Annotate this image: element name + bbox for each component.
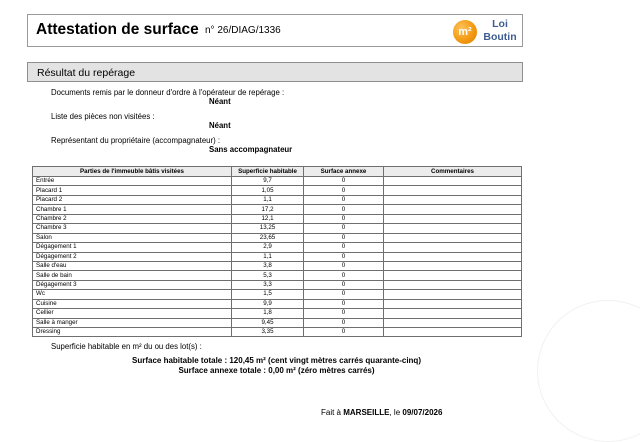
table-row bbox=[33, 299, 522, 308]
rooms-table-body bbox=[33, 177, 522, 337]
room-name-cell: Placard 2 bbox=[33, 195, 232, 204]
room-name-cell: Cuisine bbox=[33, 299, 232, 308]
documents-value: Néant bbox=[209, 97, 231, 106]
habitable-area-cell: 3,35 bbox=[232, 328, 304, 337]
comment-cell bbox=[384, 271, 522, 280]
comment-cell bbox=[384, 328, 522, 337]
footer-city: MARSEILLE bbox=[343, 408, 390, 417]
comment-cell bbox=[384, 280, 522, 289]
annexe-area-cell: 0 bbox=[304, 271, 384, 280]
habitable-area-cell: 13,25 bbox=[232, 224, 304, 233]
representative-value: Sans accompagnateur bbox=[209, 145, 293, 154]
room-name-cell: Placard 1 bbox=[33, 186, 232, 195]
m2-logo-icon: m² bbox=[453, 20, 477, 44]
table-row bbox=[33, 177, 522, 186]
document-header bbox=[27, 14, 523, 47]
section-title: Résultat du repérage bbox=[37, 67, 136, 79]
comment-cell bbox=[384, 205, 522, 214]
column-header-comments: Commentaires bbox=[384, 167, 522, 177]
habitable-area-cell: 1,1 bbox=[232, 252, 304, 261]
unvisited-rooms-value: Néant bbox=[209, 121, 231, 130]
habitable-area-cell: 1,05 bbox=[232, 186, 304, 195]
table-row bbox=[33, 224, 522, 233]
rooms-table bbox=[32, 166, 522, 337]
document-number: n° 26/DIAG/1336 bbox=[205, 25, 281, 36]
comment-cell bbox=[384, 252, 522, 261]
comment-cell bbox=[384, 309, 522, 318]
table-row bbox=[33, 195, 522, 204]
room-name-cell: Salon bbox=[33, 233, 232, 242]
representative-label: Représentant du propriétaire (accompagnateur) : bbox=[51, 136, 221, 145]
annexe-area-cell: 0 bbox=[304, 186, 384, 195]
table-row bbox=[33, 252, 522, 261]
annexe-area-cell: 0 bbox=[304, 309, 384, 318]
annexe-area-cell: 0 bbox=[304, 195, 384, 204]
annexe-area-cell: 0 bbox=[304, 328, 384, 337]
total-annexe-area: Surface annexe totale : 0,00 m² (zéro mètres carrés) bbox=[178, 366, 375, 375]
document-title: Attestation de surface bbox=[36, 21, 199, 38]
annexe-area-cell: 0 bbox=[304, 177, 384, 186]
summary-intro: Superficie habitable en m² du ou des lot(s) : bbox=[51, 342, 202, 351]
room-name-cell: Chambre 3 bbox=[33, 224, 232, 233]
annexe-area-cell: 0 bbox=[304, 299, 384, 308]
comment-cell bbox=[384, 233, 522, 242]
room-name-cell: Dressing bbox=[33, 328, 232, 337]
unvisited-rooms-label: Liste des pièces non visitées : bbox=[51, 112, 155, 121]
table-row bbox=[33, 205, 522, 214]
table-row bbox=[33, 214, 522, 223]
table-row bbox=[33, 271, 522, 280]
table-row bbox=[33, 280, 522, 289]
table-row bbox=[33, 233, 522, 242]
table-row bbox=[33, 261, 522, 270]
comment-cell bbox=[384, 214, 522, 223]
room-name-cell: Chambre 2 bbox=[33, 214, 232, 223]
footer-middle: , le bbox=[389, 408, 403, 417]
habitable-area-cell: 1,5 bbox=[232, 290, 304, 299]
table-row bbox=[33, 328, 522, 337]
table-row bbox=[33, 318, 522, 327]
comment-cell bbox=[384, 318, 522, 327]
annexe-area-cell: 0 bbox=[304, 318, 384, 327]
comment-cell bbox=[384, 224, 522, 233]
table-row bbox=[33, 243, 522, 252]
habitable-area-cell: 9,7 bbox=[232, 177, 304, 186]
habitable-area-cell: 9,45 bbox=[232, 318, 304, 327]
table-row bbox=[33, 290, 522, 299]
comment-cell bbox=[384, 299, 522, 308]
comment-cell bbox=[384, 195, 522, 204]
annexe-area-cell: 0 bbox=[304, 243, 384, 252]
table-row bbox=[33, 309, 522, 318]
column-header-annexe: Surface annexe bbox=[304, 167, 384, 177]
footer-date: 09/07/2026 bbox=[402, 408, 443, 417]
column-header-habitable: Superficie habitable bbox=[232, 167, 304, 177]
habitable-area-cell: 17,2 bbox=[232, 205, 304, 214]
annexe-area-cell: 0 bbox=[304, 224, 384, 233]
logo-line-1: Loi bbox=[492, 18, 508, 30]
footer-prefix: Fait à bbox=[321, 408, 344, 417]
room-name-cell: Cellier bbox=[33, 309, 232, 318]
total-habitable-area: Surface habitable totale : 120,45 m² (cent vingt mètres carrés quarante-cinq) bbox=[132, 356, 421, 365]
comment-cell bbox=[384, 177, 522, 186]
column-header-rooms: Parties de l'immeuble bâtis visitées bbox=[33, 167, 232, 177]
room-name-cell: Salle de bain bbox=[33, 271, 232, 280]
room-name-cell: Wc bbox=[33, 290, 232, 299]
table-header-row bbox=[33, 167, 522, 177]
habitable-area-cell: 5,3 bbox=[232, 271, 304, 280]
room-name-cell: Salle d'eau bbox=[33, 261, 232, 270]
room-name-cell: Dégagement 2 bbox=[33, 252, 232, 261]
signature-line bbox=[321, 408, 442, 417]
room-name-cell: Dégagement 3 bbox=[33, 280, 232, 289]
annexe-area-cell: 0 bbox=[304, 233, 384, 242]
habitable-area-cell: 3,8 bbox=[232, 261, 304, 270]
habitable-area-cell: 2,9 bbox=[232, 243, 304, 252]
habitable-area-cell: 9,9 bbox=[232, 299, 304, 308]
habitable-area-cell: 3,3 bbox=[232, 280, 304, 289]
habitable-area-cell: 23,65 bbox=[232, 233, 304, 242]
comment-cell bbox=[384, 186, 522, 195]
comment-cell bbox=[384, 261, 522, 270]
room-name-cell: Entrée bbox=[33, 177, 232, 186]
annexe-area-cell: 0 bbox=[304, 252, 384, 261]
annexe-area-cell: 0 bbox=[304, 290, 384, 299]
annexe-area-cell: 0 bbox=[304, 261, 384, 270]
annexe-area-cell: 0 bbox=[304, 214, 384, 223]
annexe-area-cell: 0 bbox=[304, 205, 384, 214]
room-name-cell: Dégagement 1 bbox=[33, 243, 232, 252]
logo-line-2: Boutin bbox=[483, 31, 517, 43]
room-name-cell: Salle à manger bbox=[33, 318, 232, 327]
room-name-cell: Chambre 1 bbox=[33, 205, 232, 214]
table-row bbox=[33, 186, 522, 195]
watermark-circle bbox=[537, 300, 640, 442]
comment-cell bbox=[384, 243, 522, 252]
documents-label: Documents remis par le donneur d'ordre à l'opérateur de repérage : bbox=[51, 88, 285, 97]
habitable-area-cell: 1,1 bbox=[232, 195, 304, 204]
habitable-area-cell: 1,8 bbox=[232, 309, 304, 318]
section-header bbox=[27, 62, 523, 82]
comment-cell bbox=[384, 290, 522, 299]
annexe-area-cell: 0 bbox=[304, 280, 384, 289]
loi-boutin-logo bbox=[480, 18, 520, 44]
habitable-area-cell: 12,1 bbox=[232, 214, 304, 223]
